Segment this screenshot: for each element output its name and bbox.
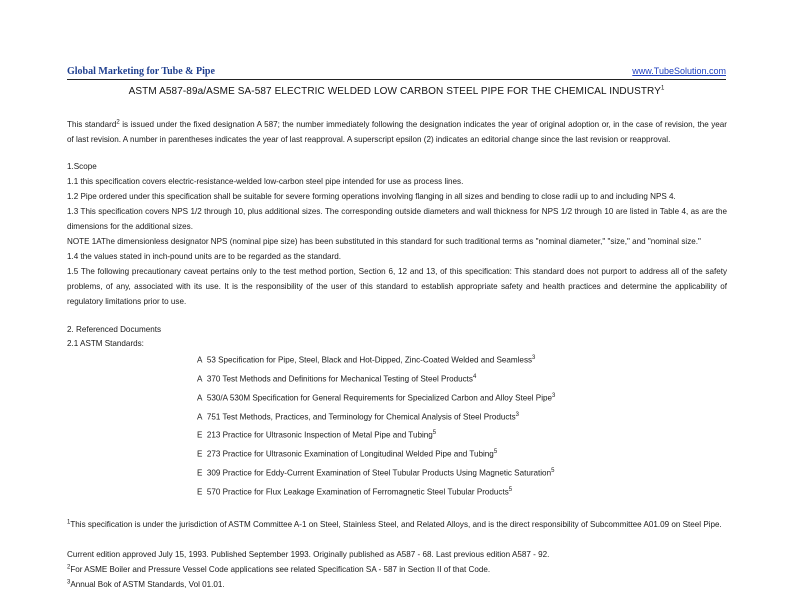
footnote-edition: Current edition approved July 15, 1993. Published September 1993. Originally published as A587 - 68. Last previous edition A587 - 92. [67, 550, 550, 559]
reference-item: A 530/A 530M Specification for General Requirements for Specialized Carbon and Alloy Steel Pipe$^3$ [197, 393, 556, 403]
reference-item: E 309 Practice for Eddy-Current Examination of Steel Tubular Products Using Magnetic Saturation$^5$ [197, 468, 555, 478]
scope-1-4: 1.4 the values stated in inch-pound units are to be regarded as the standard. [67, 252, 342, 261]
scope-note-1: NOTE 1AThe dimensionless designator NPS (nominal pipe size) has been substituted in this standard for such traditional terms as "nominal diameter," "size," and "nominal size." [67, 237, 701, 246]
scope-1-5: 1.5 The following precautionary caveat pertains only to the test method portion, Section 6, 12 and 13, of this specification: This standard does not purport to address all of the safety problems, of any, associated with its use. It is the responsibility of the user of this standard to establish appropriate safety and health practices and determine the applicability of regulatory limitations prior to use. [67, 267, 727, 307]
intro-paragraph: This standard$^2$ is issued under the fixed designation A 587; the number immediately following the designation indicates the year of original adoption or, in the case of revision, the year of last revision. A number in parentheses indicates the year of last reapproval. A superscript epsilon (2) indicates an editorial change since the last revision or reapproval. [67, 119, 727, 145]
reference-item: A 370 Test Methods and Definitions for Mechanical Testing of Steel Products$^4$ [197, 374, 477, 384]
header-divider [67, 79, 726, 80]
reference-item: A 53 Specification for Pipe, Steel, Black and Hot-Dipped, Zinc-Coated Welded and Seamless$^3$ [197, 355, 536, 365]
reference-item: A 751 Test Methods, Practices, and Terminology for Chemical Analysis of Steel Products$^3$ [197, 412, 520, 422]
scope-1-1: 1.1 this specification covers electric-resistance-welded low-carbon steel pipe intended for use as process lines. [67, 177, 464, 186]
reference-item: E 273 Practice for Ultrasonic Examination of Longitudinal Welded Pipe and Tubing$^5$ [197, 449, 498, 459]
document-title: ASTM A587-89a/ASME SA-587 ELECTRIC WELDED LOW CARBON STEEL PIPE FOR THE CHEMICAL INDUSTRY$^1$ [128, 85, 665, 97]
scope-1-2: 1.2 Pipe ordered under this specification shall be suitable for severe forming operations involving flanging in all sizes and bending to close radii up to and including NPS 4. [67, 192, 676, 201]
scope-1-3: 1.3 This specification covers NPS 1/2 through 10, plus additional sizes. The corresponding outside diameters and wall thickness for NPS 1/2 through 10 are listed in Table 4, as are the dimensions for the additional sizes. [67, 207, 727, 232]
title-superscript: 1 [660, 85, 665, 92]
references-subheading: 2.1 ASTM Standards: [67, 339, 144, 348]
reference-item: E 570 Practice for Flux Leakage Examination of Ferromagnetic Steel Tubular Products$^5$ [197, 487, 513, 497]
reference-item: E 213 Practice for Ultrasonic Inspection of Metal Pipe and Tubing$^5$ [197, 430, 437, 440]
scope-heading: 1.Scope [67, 162, 97, 171]
header-company: Global Marketing for Tube & Pipe [67, 66, 215, 77]
references-heading: 2. Referenced Documents [67, 325, 162, 334]
footnote-1: $^1$This specification is under the jurisdiction of ASTM Committee A-1 on Steel, Stainless Steel, and Related Alloys, and is the direct responsibility of Subcommittee A01.09 on Steel Pipe. [67, 519, 722, 529]
footnote-2: $^2$For ASME Boiler and Pressure Vessel Code applications see related Specification SA - 587 in Section II of that Code. [67, 564, 491, 574]
footnote-3: $^3$Annual Bok of ASTM Standards, Vol 01.01. [67, 579, 225, 589]
page-header [67, 66, 726, 80]
header-website-link[interactable]: www.TubeSolution.com [632, 66, 726, 76]
